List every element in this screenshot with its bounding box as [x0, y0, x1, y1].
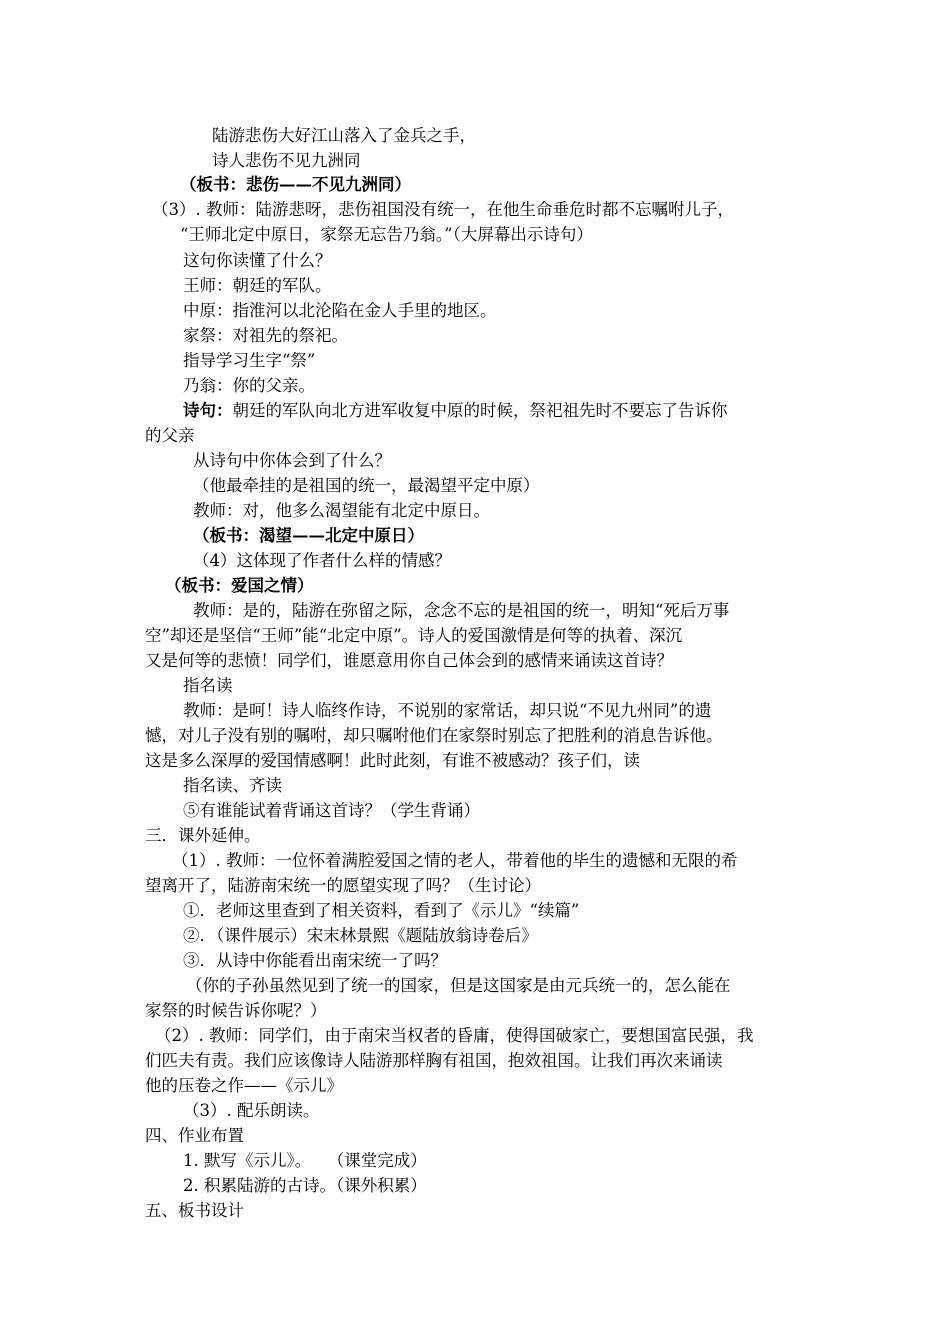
section-heading: 四、作业布置 — [145, 1126, 244, 1145]
text-line: 他的压卷之作——《示儿》 — [145, 1076, 343, 1095]
section-heading: 三．课外延伸。 — [145, 826, 261, 845]
text-line: 空”却还是坚信“王师”能“北定中原”。诗人的爱国激情是何等的执着、深沉 — [145, 626, 683, 645]
text-line: 教师：对，他多么渴望能有北定中原日。 — [193, 501, 490, 520]
text-line: 中原：指淮河以北沦陷在金人手里的地区。 — [183, 301, 497, 320]
poem-meaning-line — [183, 400, 728, 422]
text-line: 王师：朝廷的军队。 — [183, 276, 332, 295]
text-line: 又是何等的悲愤！同学们，谁愿意用你自己体会到的感情来诵读这首诗？ — [145, 651, 673, 670]
text-line: 指名读 — [183, 676, 233, 695]
board-note: （板书：渴望——北定中原日） — [193, 526, 424, 545]
text-line: 从诗句中你体会到了什么？ — [193, 451, 391, 470]
text-line: ②．（课件展示）宋末林景熙《题陆放翁诗卷后》 — [183, 926, 538, 945]
text-line: 教师：是呵！诗人临终作诗，不说别的家常话，却只说“不见九州同”的遗 — [183, 701, 712, 720]
board-note: （板书：悲伤——不见九洲同） — [180, 175, 411, 194]
text-line: 家祭的时候告诉你呢？） — [145, 1001, 327, 1020]
text-line: 这句你读懂了什么？ — [183, 251, 332, 270]
text-line: 的父亲 — [145, 426, 195, 445]
text-line: 望离开了，陆游南宋统一的愿望实现了吗？（生讨论） — [145, 876, 541, 895]
text-line: 指名读、齐读 — [183, 776, 282, 795]
board-note: （板书：爱国之情） — [165, 576, 314, 595]
text-line: 诗人悲伤不见九洲同 — [212, 151, 361, 170]
text-line: 家祭：对祖先的祭祀。 — [183, 326, 348, 345]
text-line: 憾，对儿子没有别的嘱咐，却只嘱咐他们在家祭时别忘了把胜利的消息告诉他。 — [145, 726, 723, 745]
text-line: 陆游悲伤大好江山落入了金兵之手， — [212, 126, 476, 145]
text-line: “王师北定中原日，家祭无忘告乃翁。”（大屏幕出示诗句） — [180, 225, 593, 244]
text-line: （1）. 教师：一位怀着满腔爱国之情的老人，带着他的毕生的遗憾和无限的希 — [172, 851, 738, 870]
text-line: （4）这体现了作者什么样的情感？ — [193, 551, 451, 570]
text-line: 乃翁：你的父亲。 — [183, 376, 315, 395]
text-line: （你的子孙虽然见到了统一的国家，但是这国家是由元兵统一的，怎么能在 — [186, 976, 731, 995]
text-line: 指导学习生字“祭” — [183, 351, 316, 370]
text-line: 教师：是的，陆游在弥留之际，念念不忘的是祖国的统一，明知“死后万事 — [193, 601, 730, 620]
text-line: 这是多么深厚的爱国情感啊！此时此刻，有谁不被感动？孩子们，读 — [145, 751, 640, 770]
text-line: ③．从诗中你能看出南宋统一了吗？ — [183, 951, 447, 970]
text-line: （2）. 教师：同学们，由于南宋当权者的昏庸，使得国破家亡，要想国富民强，我 — [155, 1026, 754, 1045]
text-line: （他最牵挂的是祖国的统一，最渴望平定中原） — [193, 476, 540, 495]
section-heading: 五、板书设计 — [145, 1201, 244, 1220]
text-line: （3）. 教师：陆游悲呀，悲伤祖国没有统一，在他生命垂危时都不忘嘱咐儿子， — [152, 200, 734, 219]
text-line: 2. 积累陆游的古诗。（课外积累） — [183, 1176, 427, 1195]
text-line: ⑤有谁能试着背诵这首诗？（学生背诵） — [183, 801, 480, 820]
poem-meaning-text: 朝廷的军队向北方进军收复中原的时候，祭祀祖先时不要忘了告诉你 — [232, 401, 728, 420]
text-line: 1. 默写《示儿》。 （课堂完成） — [183, 1151, 427, 1170]
text-line: ①．老师这里查到了相关资料，看到了《示儿》“续篇” — [183, 901, 580, 920]
text-line: （3）. 配乐朗读。 — [183, 1101, 320, 1120]
poem-meaning-label: 诗句： — [183, 401, 233, 420]
text-line: 们匹夫有责。我们应该像诗人陆游那样胸有祖国，抱效祖国。让我们再次来诵读 — [145, 1051, 723, 1070]
